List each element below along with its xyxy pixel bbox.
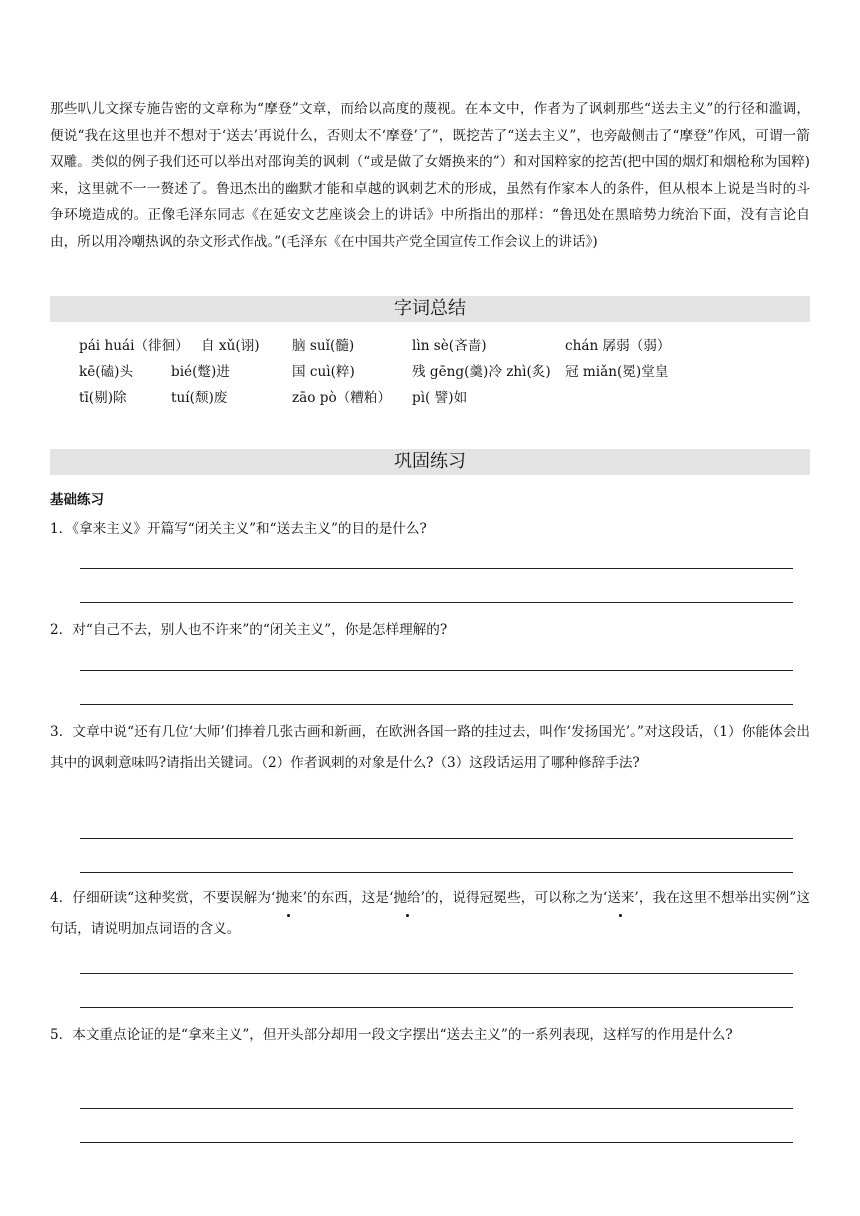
vocab-item: kē(磕)头	[79, 364, 134, 380]
vocab-item: lìn sè(吝啬)	[412, 338, 487, 354]
vocab-item: tuí(颓)废	[171, 390, 228, 406]
vocab-item: zāo pò（糟粕）	[292, 390, 392, 406]
section-title-practice: 巩固练习	[50, 449, 810, 475]
subheading-basic-practice: 基础练习	[50, 492, 104, 508]
answer-line[interactable]	[80, 1142, 793, 1143]
vocab-row	[79, 386, 799, 412]
vocab-item: 残 gēng(羹)冷 zhì(炙)	[412, 364, 551, 380]
q4-emphasis-word: 抛来	[275, 883, 302, 914]
vocab-item: chán 孱弱（弱）	[565, 338, 671, 354]
answer-line[interactable]	[80, 704, 793, 705]
answer-line[interactable]	[80, 872, 793, 873]
vocab-item: pái huái（徘徊）	[79, 338, 189, 354]
vocab-item: pì( 譬)如	[412, 390, 468, 406]
q4-text: ’，我在这里不想举出实例”这句话，请说明加点词语的含义。	[50, 890, 810, 937]
question-5: 5．本文重点论证的是“拿来主义”，但开头部分却用一段文字摆出“送去主义”的一系列表现，这样写的作用是什么?	[50, 1027, 733, 1043]
vocab-item: bié(蹩)进	[171, 364, 230, 380]
q4-emphasis-word: 抛给	[393, 883, 420, 914]
question-1: 1．《拿来主义》开篇写“闭关主义”和“送去主义”的目的是什么?	[50, 521, 427, 537]
vocab-item: 自 xǔ(诩)	[201, 338, 260, 354]
question-3: 3．文章中说“还有几位‘大师’们捧着几张古画和新画，在欧洲各国一路的挂过去，叫作‘发扬国光’。”对这段话，（1）你能体会出其中的讽刺意味吗?请指出关键词。（2）作者讽刺的对象是什么?（3）这段话运用了哪种修辞手法?	[50, 724, 810, 771]
vocab-item: 国 cuì(粹)	[292, 364, 355, 380]
vocab-row	[79, 334, 799, 360]
answer-line[interactable]	[80, 1108, 793, 1109]
vocab-row	[79, 360, 799, 386]
q4-emphasis-word: 送来	[607, 883, 634, 914]
vocab-item: 冠 miǎn(冕)堂皇	[565, 364, 669, 380]
vocab-table	[79, 334, 799, 412]
q4-text: 4．仔细研读“这种奖赏，不要误解为‘	[50, 890, 276, 906]
vocab-item: tī(剔)除	[79, 390, 127, 406]
answer-line[interactable]	[80, 602, 793, 603]
answer-line[interactable]	[80, 568, 793, 569]
answer-line[interactable]	[80, 973, 793, 974]
section-title-vocab: 字词总结	[50, 296, 810, 322]
answer-line[interactable]	[80, 670, 793, 671]
answer-line[interactable]	[80, 838, 793, 839]
question-2: 2．对“自己不去，别人也不许来”的“闭关主义”，你是怎样理解的?	[50, 622, 448, 638]
q4-text: ’的，说得冠冕些，可以称之为‘	[420, 890, 608, 906]
answer-line[interactable]	[80, 1007, 793, 1008]
question-4	[50, 883, 810, 945]
intro-paragraph: 那些叭儿文探专施告密的文章称为“摩登”文章，而给以高度的蔑视。在本文中，作者为了讽刺那些“送去主义”的行径和滥调，便说“我在这里也并不想对于‘送去’再说什么，否则太不‘摩登’了”，既挖苦了“送去主义”，也旁敲侧击了“摩登”作风，可谓一箭双雕。类似的例子我们还可以举出对邵询美的讽刺（“或是做了女婿换来的”）和对国粹家的挖苦(把中国的烟灯和烟枪称为国粹)来，这里就不一一赘述了。鲁迅杰出的幽默才能和卓越的讽刺艺术的形成，虽然有作家本人的条件，但从根本上说是当时的斗争环境造成的。正像毛泽东同志《在延安文艺座谈会上的讲话》中所指出的那样：“鲁迅处在黑暗势力统治下面，没有言论自由，所以用冷嘲热讽的杂文形式作战。”(毛泽东《在中国共产党全国宣传工作会议上的讲话》)	[50, 101, 810, 250]
vocab-item: 脑 suǐ(髓)	[292, 338, 355, 354]
q4-text: ’的东西，这是‘	[302, 890, 394, 906]
